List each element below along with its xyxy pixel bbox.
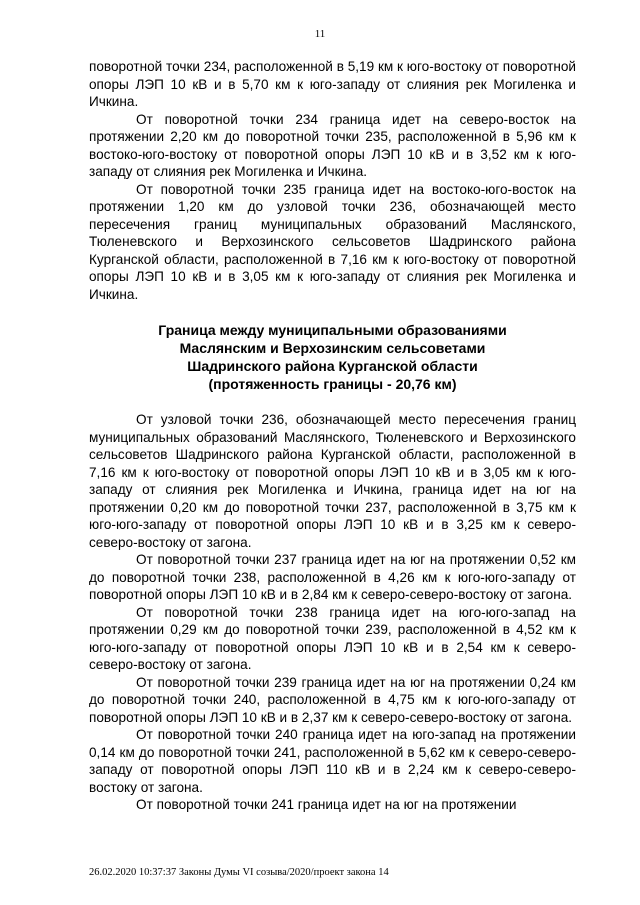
- section-heading-length: (протяженность границы - 20,76 км): [208, 376, 457, 392]
- section-heading-line: Граница между муниципальными образованиями: [158, 322, 507, 338]
- paragraph-truncated: От поворотной точки 241 граница идет на юг на протяжении: [136, 797, 517, 812]
- section-heading-line: Маслянским и Верхозинским сельсоветами: [179, 340, 486, 356]
- paragraph-continuation: поворотной точки 234, расположенной в 5,19 км к юго-востоку от поворотной опоры ЛЭП 10 кВ и в 5,70 км к юго-западу от слияния рек Могиленка и Ичкина.: [89, 59, 576, 109]
- document-footer: 26.02.2020 10:37:37 Законы Думы VI созыва/2020/проект закона 14: [89, 867, 389, 878]
- paragraph: От поворотной точки 239 граница идет на юг на протяжении 0,24 км до поворотной точки 240, расположенной в 4,75 км к юго-юго-западу от поворотной опоры ЛЭП 10 кВ и в 2,37 км к северо-северо-востоку от загона.: [89, 674, 576, 725]
- page-number: 11: [314, 28, 326, 40]
- paragraph: От узловой точки 236, обозначающей место пересечения границ муниципальных образований Маслянского, Тюленевского и Верхозинского сельсоветов Шадринского района Курганской области, расположенной в 7,16 км к юго-востоку от поворотной опоры ЛЭП 10 кВ и в 3,05 км к юго-западу от слияния рек Могиленка и Ичкина, граница идет на юг на протяжении 0,20 км до поворотной точки 237, расположенной в 3,75 км к юго-юго-западу от поворотной опоры ЛЭП 10 кВ и в 3,25 км к северо-северо-востоку от загона.: [89, 412, 576, 550]
- section-heading: [89, 321, 576, 393]
- paragraph: От поворотной точки 235 граница идет на востоко-юго-восток на протяжении 1,20 км до узловой точки 236, обозначающей место пересечения границ муниципальных образований Маслянского, Тюленевского и Верхозинского сельсоветов Шадринского района Курганской области, расположенной в 7,16 км к юго-востоку от поворотной опоры ЛЭП 10 кВ и в 3,05 км к юго-западу от слияния рек Могиленка и Ичкина.: [89, 181, 576, 302]
- paragraph: От поворотной точки 238 граница идет на юго-юго-запад на протяжении 0,29 км до поворотной точки 239, расположенной в 4,52 км к юго-юго-западу от поворотной опоры ЛЭП 10 кВ и в 2,54 км к северо-северо-востоку от загона.: [89, 604, 576, 672]
- paragraph: От поворотной точки 240 граница идет на юго-запад на протяжении 0,14 км до поворотной точки 241, расположенной в 5,62 км к северо-северо-западу от поворотной опоры ЛЭП 110 кВ и в 2,24 км к северо-северо-востоку от загона.: [89, 727, 576, 795]
- paragraph: От поворотной точки 237 граница идет на юг на протяжении 0,52 км до поворотной точки 238, расположенной в 4,26 км к юго-юго-западу от поворотной опоры ЛЭП 10 кВ и в 2,84 км к северо-северо-востоку от загона.: [89, 552, 576, 602]
- document-body: [89, 58, 576, 814]
- section-heading-line: Шадринского района Курганской области: [187, 358, 478, 374]
- paragraph: От поворотной точки 234 граница идет на северо-восток на протяжении 2,20 км до поворотной точки 235, расположенной в 5,96 км к востоко-юго-востоку от поворотной опоры ЛЭП 10 кВ и в 3,52 км к юго-западу от слияния рек Могиленка и Ичкина.: [89, 111, 576, 179]
